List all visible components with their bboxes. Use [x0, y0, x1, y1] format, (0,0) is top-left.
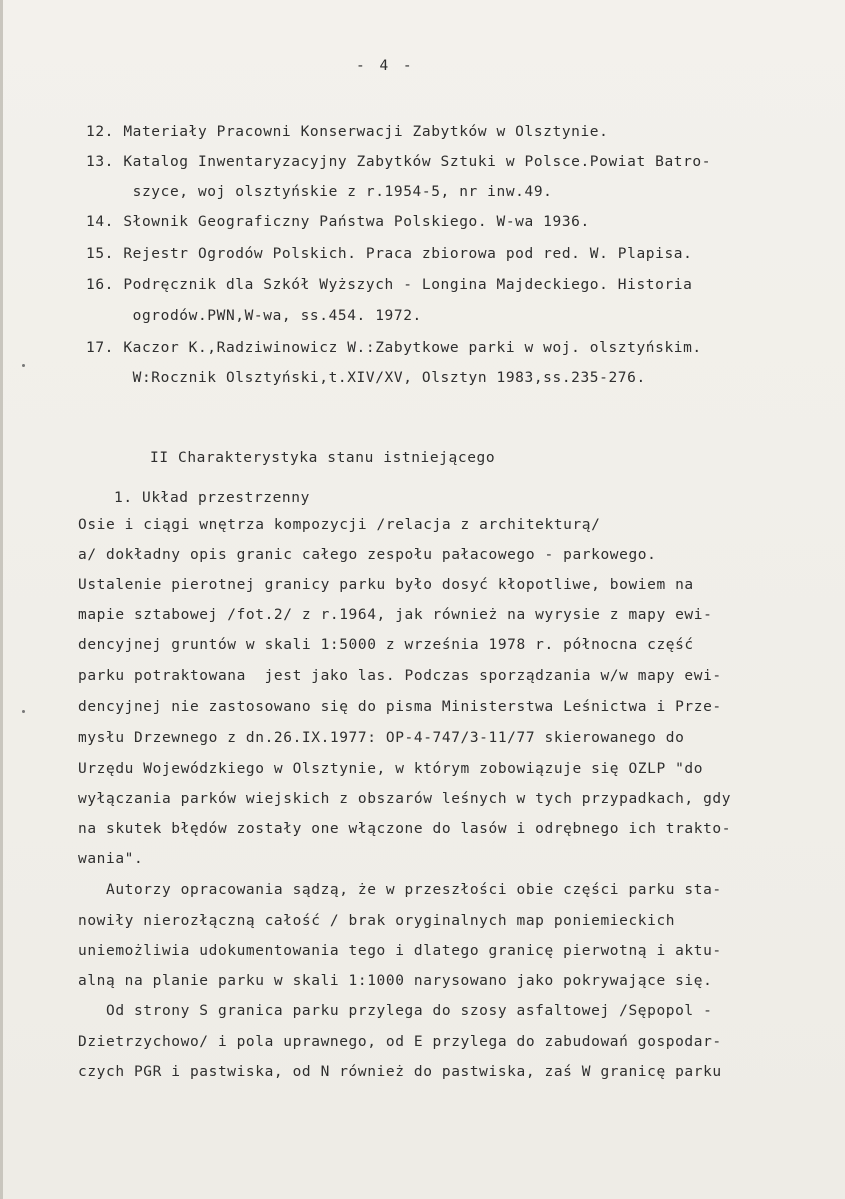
- bibliography-item-continuation: szyce, woj olsztyńskie z r.1954-5, nr inw.49.: [86, 184, 553, 200]
- body-line: Dzietrzychowo/ i pola uprawnego, od E przylega do zabudowań gospodar-: [78, 1034, 722, 1050]
- bibliography-item: 17. Kaczor K.,Radziwinowicz W.:Zabytkowe parki w woj. olsztyńskim.: [86, 340, 702, 356]
- body-line: Urzędu Wojewódzkiego w Olsztynie, w którym zobowiązuje się OZLP "do: [78, 761, 704, 777]
- subsection-heading: 1. Układ przestrzenny: [114, 490, 310, 506]
- bibliography-item: 12. Materiały Pracowni Konserwacji Zabytków w Olsztynie.: [86, 124, 609, 140]
- bibliography-item: 16. Podręcznik dla Szkół Wyższych - Longina Majdeckiego. Historia: [86, 277, 693, 293]
- body-line: parku potraktowana jest jako las. Podczas sporządzania w/w mapy ewi-: [78, 668, 722, 684]
- page-number: - 4 -: [356, 58, 415, 74]
- body-line: Od strony S granica parku przylega do szosy asfaltowej /Sępopol -: [78, 1003, 713, 1019]
- body-line: wania".: [78, 851, 144, 867]
- body-line: mysłu Drzewnego z dn.26.IX.1977: OP-4-747/3-11/77 skierowanego do: [78, 730, 685, 746]
- body-line: dencyjnej gruntów w skali 1:5000 z września 1978 r. północna część: [78, 637, 694, 653]
- body-line: Osie i ciągi wnętrza kompozycji /relacja z architekturą/: [78, 517, 601, 533]
- bibliography-item-continuation: ogrodów.PWN,W-wa, ss.454. 1972.: [86, 308, 422, 324]
- body-line: a/ dokładny opis granic całego zespołu pałacowego - parkowego.: [78, 547, 657, 563]
- body-line: dencyjnej nie zastosowano się do pisma Ministerstwa Leśnictwa i Prze-: [78, 699, 722, 715]
- body-line: czych PGR i pastwiska, od N również do pastwiska, zaś W granicę parku: [78, 1064, 722, 1080]
- body-line: uniemożliwia udokumentowania tego i dlatego granicę pierwotną i aktu-: [78, 943, 722, 959]
- page-edge: [0, 0, 3, 1199]
- body-line: alną na planie parku w skali 1:1000 narysowano jako pokrywające się.: [78, 973, 713, 989]
- margin-mark: [22, 364, 25, 367]
- bibliography-item: 14. Słownik Geograficzny Państwa Polskiego. W-wa 1936.: [86, 214, 590, 230]
- bibliography-item: 15. Rejestr Ogrodów Polskich. Praca zbiorowa pod red. W. Plapisa.: [86, 246, 693, 262]
- body-line: Autorzy opracowania sądzą, że w przeszłości obie części parku sta-: [78, 882, 722, 898]
- bibliography-item-continuation: W:Rocznik Olsztyński,t.XIV/XV, Olsztyn 1983,ss.235-276.: [86, 370, 646, 386]
- bibliography-item: 13. Katalog Inwentaryzacyjny Zabytków Sztuki w Polsce.Powiat Batro-: [86, 154, 712, 170]
- body-line: nowiły nierozłączną całość / brak oryginalnych map poniemieckich: [78, 913, 676, 929]
- body-line: mapie sztabowej /fot.2/ z r.1964, jak również na wyrysie z mapy ewi-: [78, 607, 713, 623]
- body-line: Ustalenie pierotnej granicy parku było dosyć kłopotliwe, bowiem na: [78, 577, 694, 593]
- margin-mark: [22, 710, 25, 713]
- body-line: na skutek błędów zostały one włączone do lasów i odrębnego ich trakto-: [78, 821, 732, 837]
- body-line: wyłączania parków wiejskich z obszarów leśnych w tych przypadkach, gdy: [78, 791, 732, 807]
- section-heading: II Charakterystyka stanu istniejącego: [150, 450, 496, 466]
